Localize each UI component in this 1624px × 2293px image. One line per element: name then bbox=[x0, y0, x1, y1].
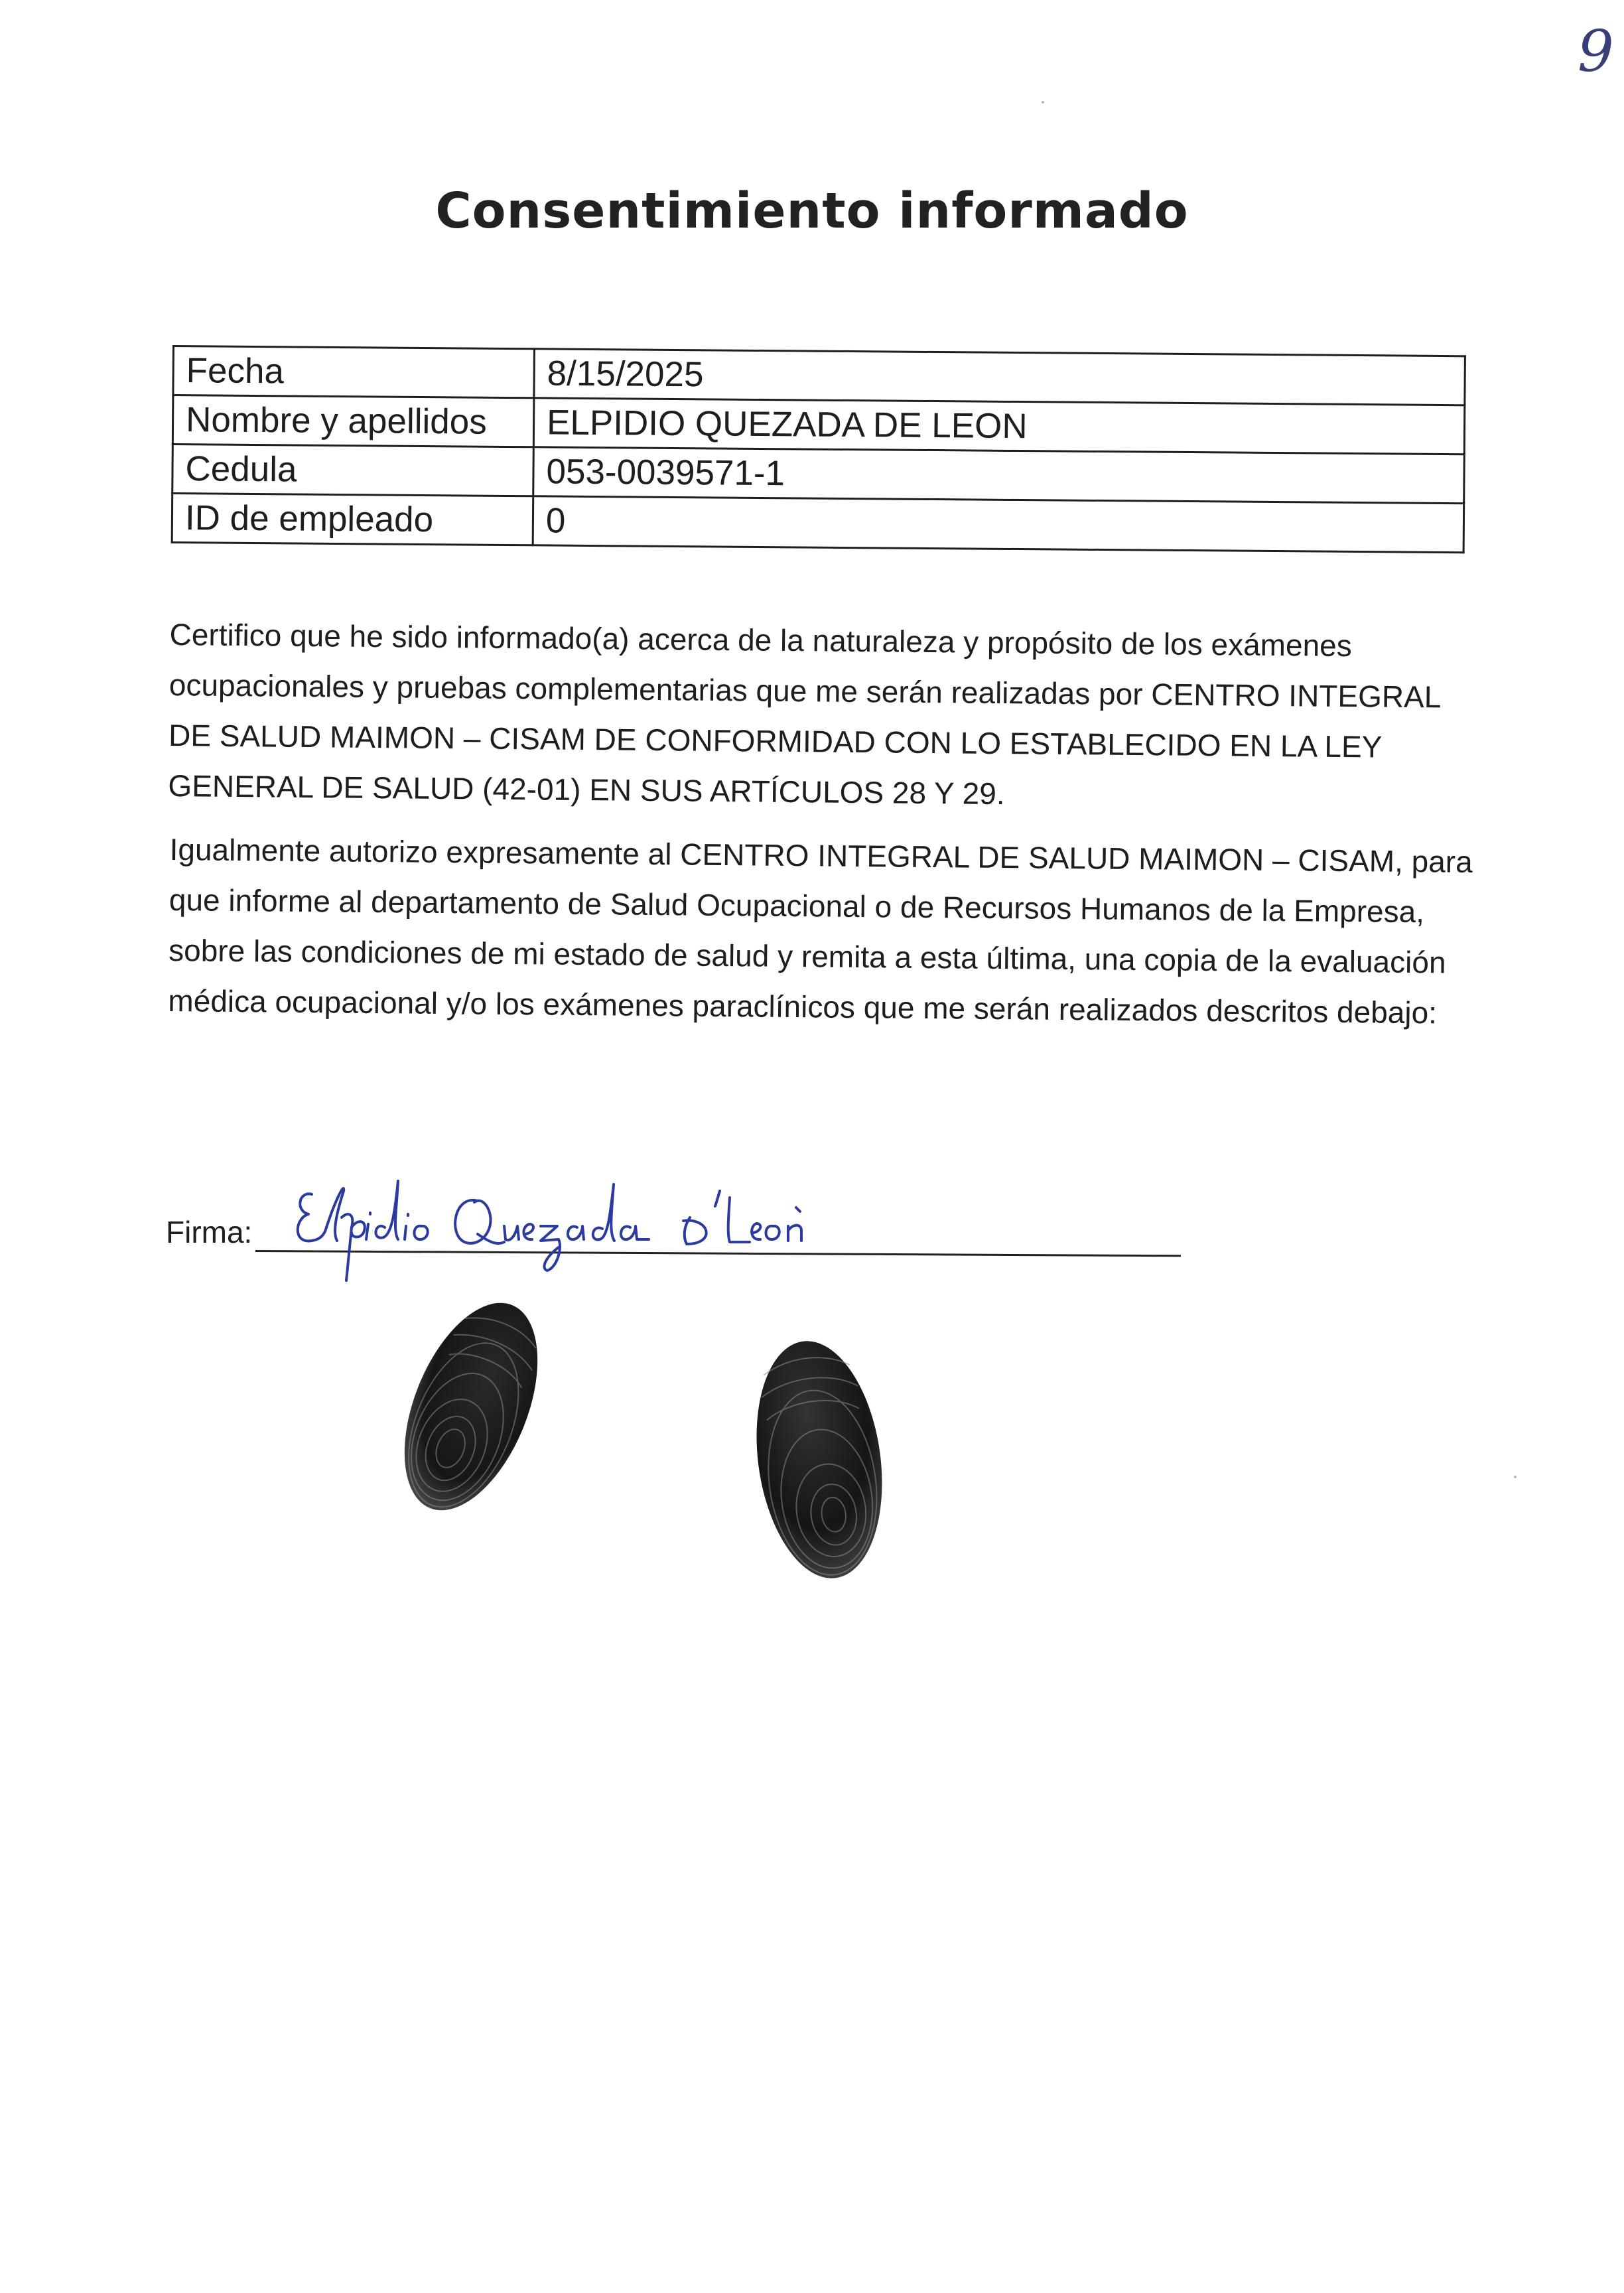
signature-label: Firma: bbox=[166, 1215, 253, 1249]
full-name-value: ELPIDIO QUEZADA DE LEON bbox=[533, 398, 1465, 454]
right-fingerprint bbox=[736, 1327, 902, 1592]
cedula-label: Cedula bbox=[172, 445, 534, 496]
employee-id-value: 0 bbox=[533, 496, 1464, 553]
scan-speck bbox=[1514, 1476, 1517, 1478]
left-fingerprint bbox=[391, 1287, 551, 1526]
employee-id-label: ID de empleado bbox=[172, 494, 533, 545]
date-label: Fecha bbox=[173, 346, 535, 398]
date-value: 8/15/2025 bbox=[534, 349, 1465, 405]
document-title: Consentimiento informado bbox=[435, 182, 1189, 240]
table-row bbox=[172, 494, 1464, 553]
page-number: 9 bbox=[1578, 19, 1614, 85]
authorization-paragraph: Igualmente autorizo expresamente al CENTRO INTEGRAL DE SALUD MAIMON – CISAM, para que informe al departamento de Salud Ocupacional o de Recursos Humanos de la Empresa, sobre las condiciones de mi estado de salud y remita a esta última, una copia de la evaluación médica ocupacional y/o los exámenes paraclínicos que me serán realizados descritos debajo: bbox=[168, 831, 1473, 1030]
scan-speck bbox=[1042, 101, 1044, 104]
certification-paragraph: Certifico que he sido informado(a) acerca de la naturaleza y propósito de los exámenes ocupacionales y pruebas complementarias que me serán realizadas por CENTRO INTEGRAL DE SALUD MAIMON – CISAM DE CONFORMIDAD CON LO ESTABLECIDO EN LA LEY GENERAL DE SALUD (42-01) EN SUS ARTÍCULOS 28 Y 29. bbox=[168, 616, 1440, 811]
handwritten-signature bbox=[285, 1154, 829, 1287]
cedula-value: 053-0039571-1 bbox=[533, 447, 1465, 504]
info-table bbox=[171, 345, 1466, 553]
full-name-label: Nombre y apellidos bbox=[172, 395, 534, 447]
